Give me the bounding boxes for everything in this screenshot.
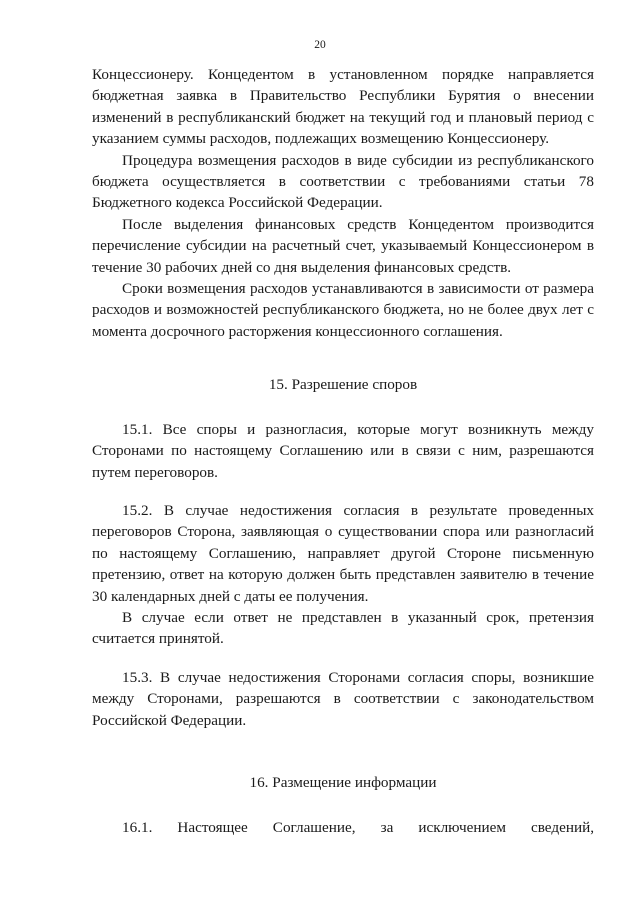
paragraph-subsidy-procedure: Процедура возмещения расходов в виде субсидии из республиканского бюджета осуществляется в соответствии с требованиями статьи 78 Бюджетного кодекса Российской Федерации. (92, 151, 594, 212)
section-16-clause-1 (92, 817, 594, 838)
section-15-clause-3 (92, 667, 594, 731)
page-number: 20 (314, 39, 326, 51)
section-15-clause-2 (92, 500, 594, 650)
paragraph-subsidy-transfer: После выделения финансовых средств Концедентом производится перечисление субсидии на расчетный счет, указываемый Концессионером в течение 30 рабочих дней со дня выделения финансовых средств. (92, 215, 594, 276)
paragraph-budget-request: Концессионеру. Концедентом в установленном порядке направляется бюджетная заявка в Правительство Республики Бурятия о внесении изменений в республиканский бюджет на текущий год и плановый период с указанием суммы расходов, подлежащих возмещению Концессионеру. (92, 66, 594, 148)
subsidy-block (92, 64, 594, 342)
paragraph-15-2-acceptance: В случае если ответ не представлен в указанный срок, претензия считается принятой. (92, 609, 594, 648)
paragraph-15-2: 15.2. В случае недостижения согласия в результате проведенных переговоров Сторона, заявляющая о существовании спора или разногласий по настоящему Соглашению, направляет другой Стороне письменную претензию, ответ на которую должен быть представлен заявителю в течение 30 календарных дней с даты ее получения. (92, 502, 594, 605)
section-15-clause-1 (92, 419, 594, 483)
paragraph-16-1: 16.1. Настоящее Соглашение, за исключением сведений, (122, 819, 594, 836)
paragraph-reimbursement-terms: Сроки возмещения расходов устанавливаются в зависимости от размера расходов и возможностей республиканского бюджета, но не более двух лет с момента досрочного расторжения концессионного соглашения. (92, 280, 594, 340)
section-15-title: 15. Разрешение споров (268, 376, 418, 393)
paragraph-15-1: 15.1. Все споры и разногласия, которые могут возникнуть между Сторонами по настоящему Соглашению или в связи с ним, разрешаются путем переговоров. (92, 421, 594, 481)
paragraph-15-3: 15.3. В случае недостижения Сторонами согласия споры, возникшие между Сторонами, разрешаются в соответствии с законодательством Российской Федерации. (92, 669, 594, 729)
section-16-title: 16. Размещение информации (249, 774, 437, 791)
